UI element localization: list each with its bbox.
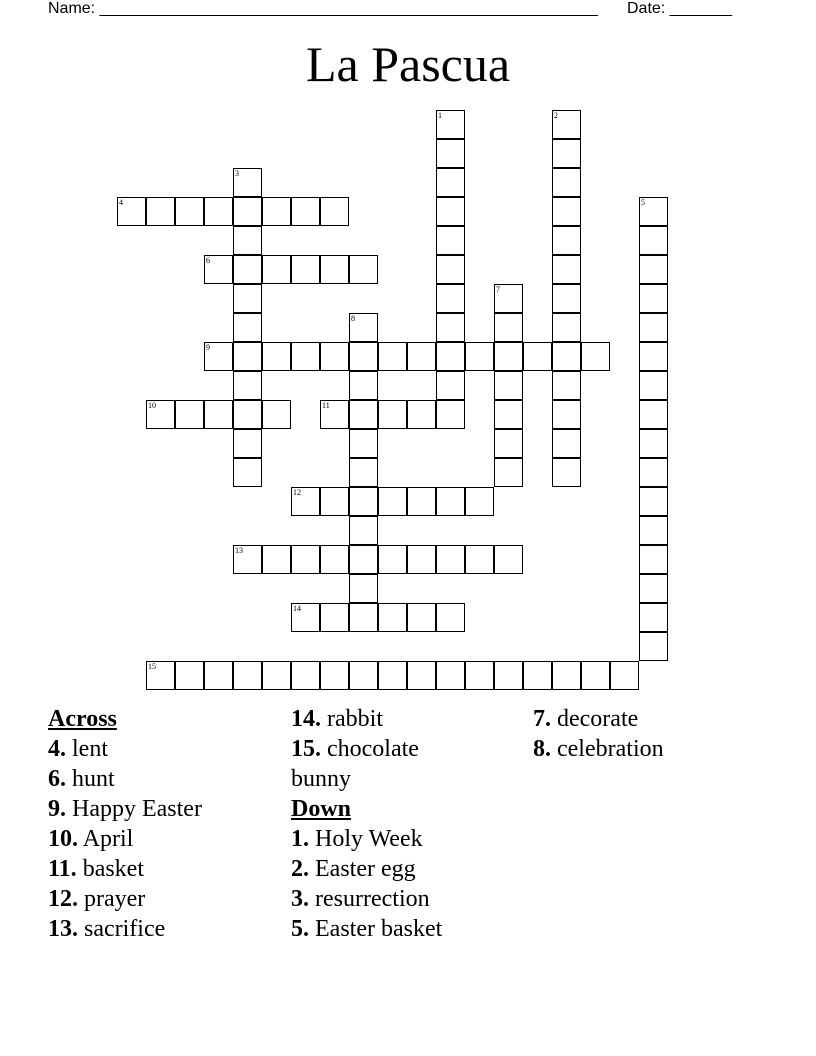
grid-cell[interactable] bbox=[494, 284, 523, 313]
clue-down-3: 3. resurrection bbox=[291, 886, 430, 912]
grid-cell[interactable] bbox=[552, 429, 581, 458]
grid-cell[interactable] bbox=[349, 255, 378, 284]
grid-cell[interactable] bbox=[349, 400, 378, 429]
grid-cell[interactable] bbox=[204, 400, 233, 429]
clue-across-15: 15. chocolate bunny bbox=[291, 736, 419, 792]
grid-cell[interactable] bbox=[320, 603, 349, 632]
grid-cell[interactable] bbox=[494, 458, 523, 487]
grid-cell[interactable] bbox=[233, 661, 262, 690]
grid-cell[interactable] bbox=[378, 603, 407, 632]
clue-column-3 bbox=[533, 704, 664, 764]
name-field-label: Name: ________________________________________________________ bbox=[48, 0, 598, 17]
grid-cell[interactable] bbox=[552, 400, 581, 429]
cell-number: 6 bbox=[206, 256, 210, 265]
grid-cell[interactable] bbox=[378, 400, 407, 429]
grid-cell[interactable] bbox=[407, 603, 436, 632]
clue-column-1 bbox=[48, 704, 202, 944]
grid-cell[interactable] bbox=[639, 284, 668, 313]
grid-cell[interactable] bbox=[436, 603, 465, 632]
grid-cell[interactable] bbox=[349, 574, 378, 603]
clue-down-1: 1. Holy Week bbox=[291, 826, 423, 852]
grid-cell[interactable] bbox=[349, 545, 378, 574]
grid-cell[interactable] bbox=[233, 197, 262, 226]
grid-cell[interactable] bbox=[494, 400, 523, 429]
grid-cell[interactable] bbox=[465, 545, 494, 574]
grid-cell[interactable] bbox=[436, 255, 465, 284]
grid-cell[interactable] bbox=[320, 342, 349, 371]
grid-cell[interactable] bbox=[494, 429, 523, 458]
cell-number: 14 bbox=[293, 604, 301, 613]
cell-number: 10 bbox=[148, 401, 156, 410]
grid-cell[interactable] bbox=[262, 197, 291, 226]
clue-across-12: 12. prayer bbox=[48, 886, 146, 912]
grid-cell[interactable] bbox=[552, 458, 581, 487]
grid-cell[interactable] bbox=[436, 661, 465, 690]
grid-cell[interactable] bbox=[552, 110, 581, 139]
grid-cell[interactable] bbox=[378, 487, 407, 516]
grid-cell[interactable] bbox=[494, 342, 523, 371]
grid-cell[interactable] bbox=[204, 255, 233, 284]
grid-cell[interactable] bbox=[204, 661, 233, 690]
grid-cell[interactable] bbox=[233, 168, 262, 197]
clue-column-2 bbox=[291, 704, 481, 944]
clue-across-11: 11. basket bbox=[48, 856, 144, 882]
grid-cell[interactable] bbox=[407, 342, 436, 371]
date-field-label: Date: _______ bbox=[627, 0, 732, 17]
grid-cell[interactable] bbox=[175, 400, 204, 429]
grid-cell[interactable] bbox=[436, 545, 465, 574]
grid-cell[interactable] bbox=[494, 545, 523, 574]
grid-cell[interactable] bbox=[523, 661, 552, 690]
grid-cell[interactable] bbox=[146, 197, 175, 226]
grid-cell[interactable] bbox=[494, 313, 523, 342]
grid-cell[interactable] bbox=[349, 516, 378, 545]
grid-cell[interactable] bbox=[436, 400, 465, 429]
grid-cell[interactable] bbox=[233, 342, 262, 371]
grid-cell[interactable] bbox=[436, 487, 465, 516]
grid-cell[interactable] bbox=[146, 661, 175, 690]
grid-cell[interactable] bbox=[407, 400, 436, 429]
grid-cell[interactable] bbox=[349, 661, 378, 690]
grid-cell[interactable] bbox=[262, 545, 291, 574]
grid-cell[interactable] bbox=[262, 255, 291, 284]
cell-number: 15 bbox=[148, 662, 156, 671]
grid-cell[interactable] bbox=[639, 574, 668, 603]
grid-cell[interactable] bbox=[291, 545, 320, 574]
grid-cell[interactable] bbox=[639, 603, 668, 632]
grid-cell[interactable] bbox=[262, 661, 291, 690]
clue-across-6: 6. hunt bbox=[48, 766, 115, 792]
grid-cell[interactable] bbox=[552, 255, 581, 284]
grid-cell[interactable] bbox=[436, 371, 465, 400]
grid-cell[interactable] bbox=[320, 400, 349, 429]
grid-cell[interactable] bbox=[436, 110, 465, 139]
grid-cell[interactable] bbox=[552, 371, 581, 400]
page-title: La Pascua bbox=[305, 36, 511, 92]
grid-cell[interactable] bbox=[523, 342, 552, 371]
grid-cell[interactable] bbox=[552, 661, 581, 690]
clue-down-2: 2. Easter egg bbox=[291, 856, 416, 882]
grid-cell[interactable] bbox=[436, 197, 465, 226]
grid-cell[interactable] bbox=[204, 342, 233, 371]
cell-number: 5 bbox=[641, 198, 645, 207]
grid-cell[interactable] bbox=[233, 226, 262, 255]
grid-cell[interactable] bbox=[436, 284, 465, 313]
grid-cell[interactable] bbox=[233, 458, 262, 487]
grid-cell[interactable] bbox=[639, 342, 668, 371]
grid-cell[interactable] bbox=[436, 226, 465, 255]
grid-cell[interactable] bbox=[233, 255, 262, 284]
grid-cell[interactable] bbox=[494, 371, 523, 400]
grid-cell[interactable] bbox=[436, 168, 465, 197]
grid-cell[interactable] bbox=[639, 632, 668, 661]
grid-cell[interactable] bbox=[639, 487, 668, 516]
grid-cell[interactable] bbox=[117, 197, 146, 226]
grid-cell[interactable] bbox=[552, 284, 581, 313]
cell-number: 8 bbox=[351, 314, 355, 323]
grid-cell[interactable] bbox=[639, 516, 668, 545]
grid-cell[interactable] bbox=[349, 458, 378, 487]
clue-across-14: 14. rabbit bbox=[291, 706, 383, 732]
grid-cell[interactable] bbox=[233, 545, 262, 574]
grid-cell[interactable] bbox=[262, 400, 291, 429]
grid-cell[interactable] bbox=[581, 342, 610, 371]
grid-cell[interactable] bbox=[552, 139, 581, 168]
grid-cell[interactable] bbox=[552, 226, 581, 255]
grid-cell[interactable] bbox=[349, 603, 378, 632]
grid-cell[interactable] bbox=[436, 342, 465, 371]
cell-number: 1 bbox=[438, 111, 442, 120]
grid-cell[interactable] bbox=[291, 487, 320, 516]
grid-cell[interactable] bbox=[639, 371, 668, 400]
grid-cell[interactable] bbox=[639, 458, 668, 487]
cell-number: 7 bbox=[496, 285, 500, 294]
grid-cell[interactable] bbox=[407, 545, 436, 574]
grid-cell[interactable] bbox=[349, 371, 378, 400]
grid-cell[interactable] bbox=[378, 545, 407, 574]
down-heading: Down bbox=[291, 796, 352, 822]
clue-across-13: 13. sacrifice bbox=[48, 916, 166, 942]
grid-cell[interactable] bbox=[320, 197, 349, 226]
grid-cell[interactable] bbox=[465, 342, 494, 371]
grid-cell[interactable] bbox=[436, 313, 465, 342]
grid-cell[interactable] bbox=[639, 197, 668, 226]
cell-number: 11 bbox=[322, 401, 330, 410]
grid-cell[interactable] bbox=[320, 255, 349, 284]
grid-cell[interactable] bbox=[552, 197, 581, 226]
grid-cell[interactable] bbox=[349, 429, 378, 458]
grid-cell[interactable] bbox=[465, 487, 494, 516]
clue-down-5: 5. Easter basket bbox=[291, 916, 443, 942]
grid-cell[interactable] bbox=[552, 168, 581, 197]
across-heading: Across bbox=[48, 706, 117, 732]
grid-cell[interactable] bbox=[233, 313, 262, 342]
grid-cell[interactable] bbox=[639, 313, 668, 342]
grid-cell[interactable] bbox=[378, 661, 407, 690]
grid-cell[interactable] bbox=[581, 661, 610, 690]
grid-cell[interactable] bbox=[233, 371, 262, 400]
grid-cell[interactable] bbox=[639, 429, 668, 458]
grid-cell[interactable] bbox=[349, 342, 378, 371]
grid-cell[interactable] bbox=[465, 661, 494, 690]
cell-number: 13 bbox=[235, 546, 243, 555]
grid-cell[interactable] bbox=[407, 661, 436, 690]
clue-across-4: 4. lent bbox=[48, 736, 108, 762]
grid-cell[interactable] bbox=[639, 545, 668, 574]
grid-cell[interactable] bbox=[291, 255, 320, 284]
cell-number: 9 bbox=[206, 343, 210, 352]
grid-cell[interactable] bbox=[407, 487, 436, 516]
clue-across-9: 9. Happy Easter bbox=[48, 796, 202, 822]
grid-cell[interactable] bbox=[610, 661, 639, 690]
cell-number: 12 bbox=[293, 488, 301, 497]
grid-cell[interactable] bbox=[233, 429, 262, 458]
grid-cell[interactable] bbox=[291, 603, 320, 632]
grid-cell[interactable] bbox=[320, 661, 349, 690]
grid-cell[interactable] bbox=[233, 400, 262, 429]
grid-cell[interactable] bbox=[291, 342, 320, 371]
grid-cell[interactable] bbox=[552, 313, 581, 342]
grid-cell[interactable] bbox=[320, 545, 349, 574]
grid-cell[interactable] bbox=[291, 197, 320, 226]
cell-number: 3 bbox=[235, 169, 239, 178]
grid-cell[interactable] bbox=[378, 342, 407, 371]
cell-number: 4 bbox=[119, 198, 123, 207]
grid-cell[interactable] bbox=[349, 313, 378, 342]
grid-cell[interactable] bbox=[436, 139, 465, 168]
grid-cell[interactable] bbox=[233, 284, 262, 313]
clue-down-7: 7. decorate bbox=[533, 706, 639, 732]
grid-cell[interactable] bbox=[639, 400, 668, 429]
grid-cell[interactable] bbox=[494, 661, 523, 690]
grid-cell[interactable] bbox=[175, 661, 204, 690]
grid-cell[interactable] bbox=[639, 255, 668, 284]
grid-cell[interactable] bbox=[320, 487, 349, 516]
grid-cell[interactable] bbox=[204, 197, 233, 226]
grid-cell[interactable] bbox=[349, 487, 378, 516]
clue-across-10: 10. April bbox=[48, 826, 134, 852]
grid-cell[interactable] bbox=[552, 342, 581, 371]
grid-cell[interactable] bbox=[262, 342, 291, 371]
grid-cell[interactable] bbox=[291, 661, 320, 690]
cell-number: 2 bbox=[554, 111, 558, 120]
clue-down-8: 8. celebration bbox=[533, 736, 664, 762]
grid-cell[interactable] bbox=[146, 400, 175, 429]
grid-cell[interactable] bbox=[639, 226, 668, 255]
grid-cell[interactable] bbox=[175, 197, 204, 226]
